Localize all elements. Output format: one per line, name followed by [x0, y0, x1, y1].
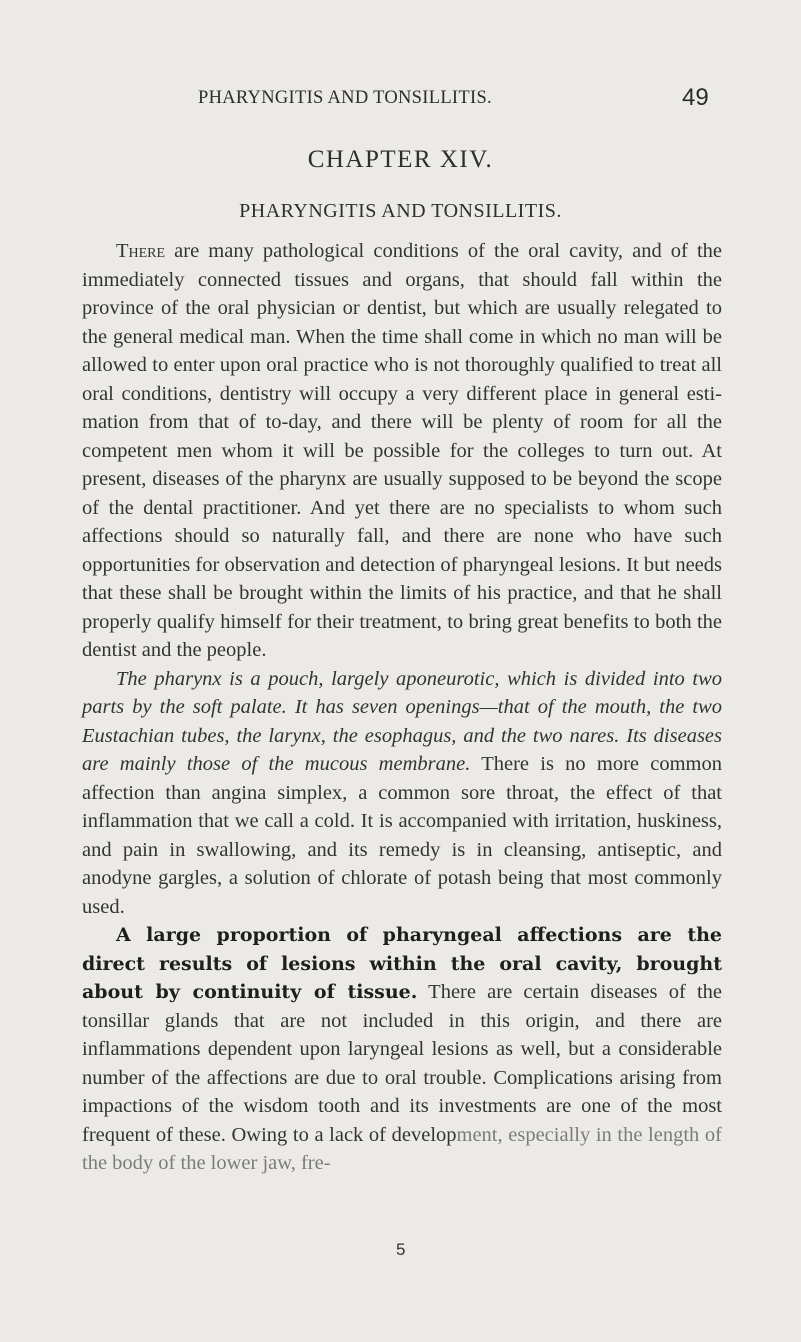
signature-mark: 5 [396, 1240, 406, 1259]
paragraph-3-bold: A large proportion of pharyngeal affections are the direct results of lesions within the oral cavity, brought about by continuity of tissue. [82, 924, 722, 1003]
running-head: PHARYNGITIS AND TONSILLITIS. [198, 88, 492, 108]
paragraph-3 [82, 921, 722, 1178]
paragraph-3-text: There are certain diseases of the tonsillar glands that are not included in this origin, and there are inflammations dependent upon laryngeal lesions as well, but a considerable number of the affections are due to oral trouble. Complications arising from impactions of the wisdom tooth and its investments are one of the most frequent of these. Owing to a lack of develop [82, 981, 722, 1146]
paragraph-1-text: are many pathological conditions of the oral cavity, and of the immediately connected tissues and organs, that should fall within the province of the oral physician or dentist, but which are usually relegated to the general medical man. When the time shall come in which no man will be allowed to enter upon oral practice who is not thoroughly qualified to treat all oral conditions, dentistry will occupy a very different place in general estimation from that of to-day, and there will be plenty of room for all the competent men whom it will be possible for the colleges to turn out. At present, diseases of the pharynx are usually supposed to be beyond the scope of the dental practitioner. And yet there are no specialists to whom such affections should so naturally fall, and there are none who have such opportunities for observation and detection of pharyngeal lesions. It but needs that these shall be brought within the limits of his practice, and that he shall properly qualify himself for their treatment, to bring great benefits to both the dentist and the people. [82, 240, 722, 661]
paragraph-2-italic: The pharynx is a pouch, largely aponeurotic, which is divided into two parts by the soft palate. It has seven openings—that of the mouth, the two Eustachian tubes, the larynx, the esophagus, and the two nares. Its diseases are mainly those of the mucous membrane. [82, 667, 722, 775]
body-text [82, 237, 722, 1178]
paragraph-3-faded-text: ment, especially in the length of the body of the lower jaw, fre- [82, 1123, 722, 1174]
paragraph-2-text: There is no more common affection than angina simplex, a common sore throat, the effect of that inflammation that we call a cold. It is accompanied with irritation, huskiness, and pain in swallowing, and its remedy is in cleansing, antiseptic, and anodyne gargles, a solution of chlorate of potash being that most commonly used. [82, 753, 722, 918]
chapter-subtitle: PHARYNGITIS AND TONSILLITIS. [239, 200, 562, 222]
paragraph-1 [82, 237, 722, 665]
paragraph-1-lead: There [116, 240, 166, 262]
chapter-title: CHAPTER XIV. [307, 146, 494, 173]
paragraph-2 [82, 665, 722, 922]
page-number: 49 [682, 84, 709, 111]
